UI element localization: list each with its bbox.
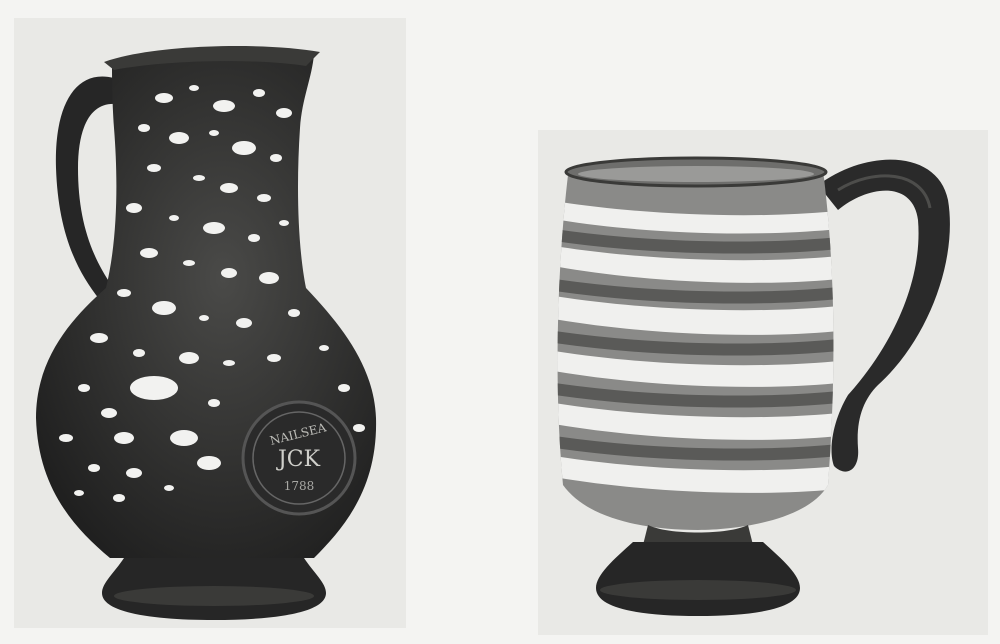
seal-text-lower: 1788 [283,479,315,493]
jug-seal [243,402,355,514]
mug-bands [548,200,848,493]
mug-illustration [538,130,988,635]
jug-handle [56,76,116,300]
seal-text-upper: NAILSEA [268,420,328,448]
photo-plate-mug [538,130,988,635]
seal-text-middle: JCK [277,447,321,472]
photo-plate-jug [14,18,406,628]
jug-illustration [14,18,406,628]
mug-foot [596,542,800,616]
